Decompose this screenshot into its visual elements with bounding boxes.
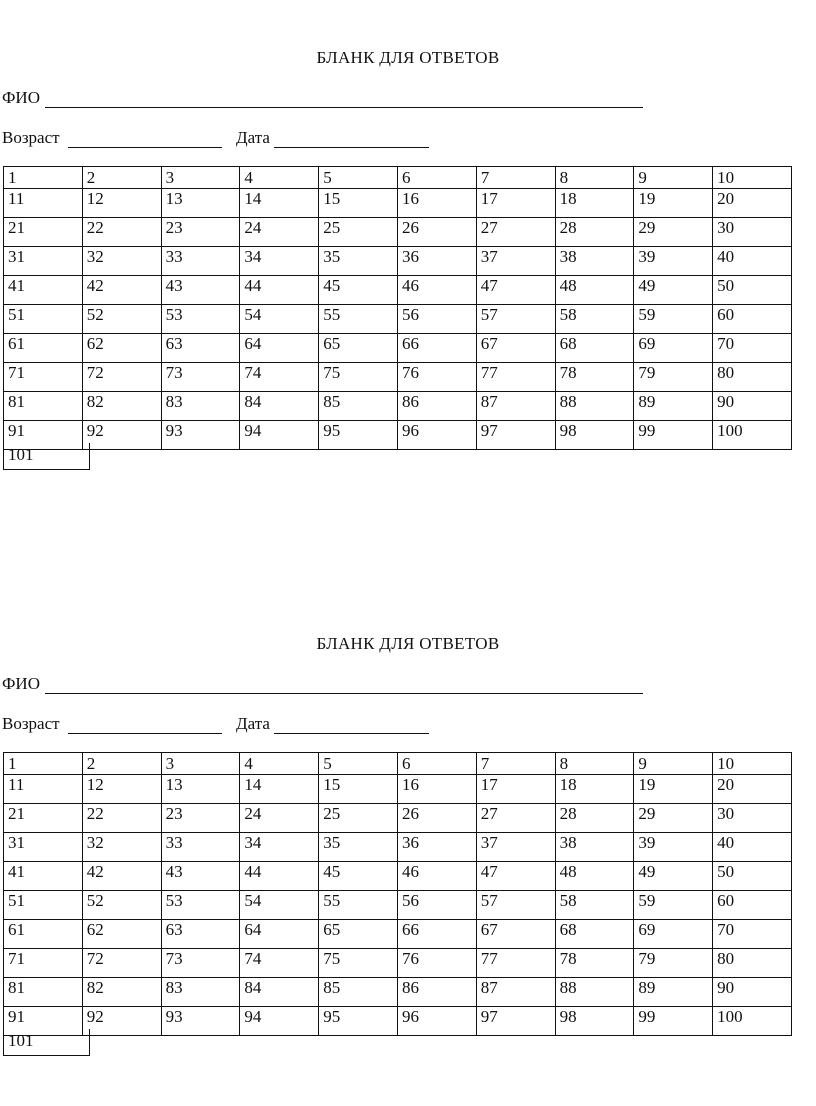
answer-cell[interactable]: 26 (397, 218, 476, 247)
answer-cell[interactable]: 96 (397, 421, 476, 450)
answer-cell[interactable]: 58 (555, 305, 634, 334)
answer-cell[interactable]: 47 (476, 276, 555, 305)
answer-cell[interactable]: 55 (319, 305, 398, 334)
answer-cell[interactable]: 32 (82, 833, 161, 862)
date-field[interactable] (274, 733, 429, 734)
answer-cell[interactable]: 94 (240, 1007, 319, 1036)
answer-cell[interactable]: 14 (240, 775, 319, 804)
answer-cell[interactable]: 17 (476, 775, 555, 804)
answer-cell[interactable]: 27 (476, 804, 555, 833)
age-field[interactable] (68, 733, 222, 734)
answer-cell[interactable]: 5 (319, 753, 398, 775)
answer-cell[interactable]: 68 (555, 920, 634, 949)
answer-cell[interactable]: 71 (4, 949, 83, 978)
answer-cell[interactable]: 14 (240, 189, 319, 218)
answer-cell[interactable]: 28 (555, 804, 634, 833)
answer-cell[interactable]: 94 (240, 421, 319, 450)
answer-cell[interactable]: 91 (4, 1007, 83, 1036)
answer-cell[interactable]: 64 (240, 920, 319, 949)
answer-cell[interactable]: 56 (397, 891, 476, 920)
answer-cell[interactable]: 60 (713, 891, 792, 920)
answer-cell[interactable]: 44 (240, 276, 319, 305)
answer-cell[interactable]: 62 (82, 920, 161, 949)
answer-form-1 (0, 0, 816, 520)
answer-grid (3, 752, 792, 1036)
grid-row (4, 189, 792, 218)
answer-cell[interactable]: 63 (161, 920, 240, 949)
answer-cell[interactable]: 32 (82, 247, 161, 276)
answer-cell[interactable]: 81 (4, 392, 83, 421)
answer-form-2 (0, 586, 816, 1106)
age-label: Возраст (2, 714, 60, 733)
grid-row (4, 804, 792, 833)
answer-cell[interactable]: 99 (634, 1007, 713, 1036)
answer-cell[interactable]: 80 (713, 949, 792, 978)
answer-cell[interactable]: 88 (555, 978, 634, 1007)
answer-cell[interactable]: 17 (476, 189, 555, 218)
grid-row (4, 1007, 792, 1036)
grid-row (4, 305, 792, 334)
answer-cell[interactable]: 66 (397, 334, 476, 363)
answer-cell-101[interactable]: 101 (3, 1029, 90, 1056)
answer-cell[interactable]: 20 (713, 775, 792, 804)
answer-cell[interactable]: 88 (555, 392, 634, 421)
answer-cell[interactable]: 76 (397, 363, 476, 392)
answer-cell[interactable]: 46 (397, 862, 476, 891)
answer-cell[interactable]: 1 (4, 753, 83, 775)
answer-cell[interactable]: 77 (476, 949, 555, 978)
answer-cell[interactable]: 45 (319, 862, 398, 891)
answer-cell[interactable]: 78 (555, 949, 634, 978)
answer-cell[interactable]: 75 (319, 949, 398, 978)
answer-cell[interactable]: 25 (319, 804, 398, 833)
answer-cell[interactable]: 31 (4, 833, 83, 862)
answer-cell[interactable]: 18 (555, 775, 634, 804)
answer-cell[interactable]: 40 (713, 247, 792, 276)
answer-cell[interactable]: 54 (240, 305, 319, 334)
answer-cell[interactable]: 83 (161, 978, 240, 1007)
answer-cell[interactable]: 79 (634, 363, 713, 392)
answer-cell[interactable]: 50 (713, 276, 792, 305)
answer-cell[interactable]: 72 (82, 363, 161, 392)
answer-cell[interactable]: 69 (634, 334, 713, 363)
answer-cell[interactable]: 8 (555, 753, 634, 775)
answer-cell[interactable]: 72 (82, 949, 161, 978)
answer-cell[interactable]: 73 (161, 949, 240, 978)
answer-cell[interactable]: 24 (240, 804, 319, 833)
answer-cell[interactable]: 61 (4, 334, 83, 363)
answer-cell[interactable]: 89 (634, 978, 713, 1007)
answer-cell[interactable]: 42 (82, 276, 161, 305)
fio-label: ФИО (2, 88, 40, 107)
answer-cell[interactable]: 39 (634, 247, 713, 276)
answer-cell[interactable]: 36 (397, 833, 476, 862)
answer-cell[interactable]: 27 (476, 218, 555, 247)
grid-row (4, 949, 792, 978)
answer-cell[interactable]: 59 (634, 305, 713, 334)
answer-cell[interactable]: 33 (161, 833, 240, 862)
grid-row (4, 392, 792, 421)
answer-cell[interactable]: 57 (476, 891, 555, 920)
answer-cell[interactable]: 79 (634, 949, 713, 978)
grid-row (4, 421, 792, 450)
answer-cell[interactable]: 67 (476, 920, 555, 949)
answer-cell[interactable]: 52 (82, 305, 161, 334)
answer-cell[interactable]: 34 (240, 247, 319, 276)
answer-cell[interactable]: 30 (713, 804, 792, 833)
answer-cell[interactable]: 40 (713, 833, 792, 862)
answer-cell[interactable]: 74 (240, 363, 319, 392)
answer-cell[interactable]: 82 (82, 392, 161, 421)
grid-row (4, 833, 792, 862)
answer-cell[interactable]: 59 (634, 891, 713, 920)
answer-cell[interactable]: 16 (397, 775, 476, 804)
answer-cell[interactable]: 61 (4, 920, 83, 949)
answer-cell[interactable]: 36 (397, 247, 476, 276)
answer-cell[interactable]: 92 (82, 421, 161, 450)
answer-cell[interactable]: 67 (476, 334, 555, 363)
date-label: Дата (236, 128, 270, 147)
answer-cell[interactable]: 35 (319, 833, 398, 862)
grid-row (4, 363, 792, 392)
answer-cell[interactable]: 66 (397, 920, 476, 949)
answer-cell[interactable]: 85 (319, 392, 398, 421)
answer-cell[interactable]: 7 (476, 753, 555, 775)
answer-cell[interactable]: 69 (634, 920, 713, 949)
answer-cell[interactable]: 92 (82, 1007, 161, 1036)
answer-cell[interactable]: 6 (397, 167, 476, 189)
answer-cell[interactable]: 64 (240, 334, 319, 363)
fio-field[interactable] (45, 107, 643, 108)
answer-cell[interactable]: 2 (82, 167, 161, 189)
answer-cell[interactable]: 26 (397, 804, 476, 833)
answer-cell[interactable]: 8 (555, 167, 634, 189)
answer-cell-101[interactable]: 101 (3, 443, 90, 470)
answer-cell[interactable]: 87 (476, 978, 555, 1007)
answer-cell[interactable]: 45 (319, 276, 398, 305)
answer-cell[interactable]: 77 (476, 363, 555, 392)
answer-cell[interactable]: 23 (161, 804, 240, 833)
answer-cell[interactable]: 43 (161, 276, 240, 305)
answer-cell[interactable]: 55 (319, 891, 398, 920)
answer-cell[interactable]: 86 (397, 392, 476, 421)
answer-cell[interactable]: 84 (240, 392, 319, 421)
answer-cell[interactable]: 38 (555, 833, 634, 862)
answer-cell[interactable]: 97 (476, 421, 555, 450)
answer-cell[interactable]: 6 (397, 753, 476, 775)
answer-cell[interactable]: 3 (161, 167, 240, 189)
answer-cell[interactable]: 56 (397, 305, 476, 334)
answer-cell[interactable]: 29 (634, 218, 713, 247)
answer-cell[interactable]: 53 (161, 305, 240, 334)
answer-cell[interactable]: 4 (240, 753, 319, 775)
answer-cell[interactable]: 46 (397, 276, 476, 305)
answer-cell[interactable]: 7 (476, 167, 555, 189)
form-title: БЛАНК ДЛЯ ОТВЕТОВ (316, 634, 500, 653)
answer-cell[interactable]: 10 (713, 753, 792, 775)
fio-field[interactable] (45, 693, 643, 694)
answer-cell[interactable]: 58 (555, 891, 634, 920)
answer-cell[interactable]: 22 (82, 804, 161, 833)
answer-cell[interactable]: 19 (634, 189, 713, 218)
answer-cell[interactable]: 33 (161, 247, 240, 276)
grid-row (4, 978, 792, 1007)
answer-cell[interactable]: 98 (555, 1007, 634, 1036)
answer-cell[interactable]: 21 (4, 218, 83, 247)
date-label: Дата (236, 714, 270, 733)
answer-cell[interactable]: 41 (4, 276, 83, 305)
answer-cell[interactable]: 12 (82, 189, 161, 218)
answer-cell[interactable]: 54 (240, 891, 319, 920)
answer-cell[interactable]: 4 (240, 167, 319, 189)
answer-cell[interactable]: 51 (4, 305, 83, 334)
answer-cell[interactable]: 9 (634, 167, 713, 189)
grid-row (4, 167, 792, 189)
answer-cell[interactable]: 85 (319, 978, 398, 1007)
answer-cell[interactable]: 11 (4, 189, 83, 218)
answer-cell[interactable]: 83 (161, 392, 240, 421)
grid-row (4, 891, 792, 920)
answer-cell[interactable]: 30 (713, 218, 792, 247)
answer-cell[interactable]: 10 (713, 167, 792, 189)
answer-cell[interactable]: 95 (319, 1007, 398, 1036)
answer-cell[interactable]: 20 (713, 189, 792, 218)
fio-label: ФИО (2, 674, 40, 693)
answer-cell[interactable]: 60 (713, 305, 792, 334)
answer-cell[interactable]: 90 (713, 392, 792, 421)
grid-row (4, 247, 792, 276)
answer-cell[interactable]: 87 (476, 392, 555, 421)
answer-cell[interactable]: 100 (713, 421, 792, 450)
answer-cell[interactable]: 76 (397, 949, 476, 978)
answer-cell[interactable]: 5 (319, 167, 398, 189)
answer-cell[interactable]: 12 (82, 775, 161, 804)
answer-cell[interactable]: 49 (634, 276, 713, 305)
answer-cell[interactable]: 91 (4, 421, 83, 450)
answer-cell[interactable]: 80 (713, 363, 792, 392)
answer-cell[interactable]: 48 (555, 276, 634, 305)
answer-cell[interactable]: 89 (634, 392, 713, 421)
answer-cell[interactable]: 22 (82, 218, 161, 247)
answer-cell[interactable]: 2 (82, 753, 161, 775)
age-field[interactable] (68, 147, 222, 148)
answer-cell[interactable]: 99 (634, 421, 713, 450)
answer-cell[interactable]: 51 (4, 891, 83, 920)
answer-cell[interactable]: 35 (319, 247, 398, 276)
answer-cell[interactable]: 95 (319, 421, 398, 450)
answer-cell[interactable]: 68 (555, 334, 634, 363)
answer-cell[interactable]: 57 (476, 305, 555, 334)
answer-cell[interactable]: 70 (713, 334, 792, 363)
answer-cell[interactable]: 25 (319, 218, 398, 247)
answer-cell[interactable]: 71 (4, 363, 83, 392)
answer-cell[interactable]: 28 (555, 218, 634, 247)
answer-cell[interactable]: 65 (319, 334, 398, 363)
answer-cell[interactable]: 81 (4, 978, 83, 1007)
answer-cell[interactable]: 31 (4, 247, 83, 276)
form-title: БЛАНК ДЛЯ ОТВЕТОВ (316, 48, 500, 67)
age-label: Возраст (2, 128, 60, 147)
grid-row (4, 334, 792, 363)
answer-cell[interactable]: 9 (634, 753, 713, 775)
answer-cell[interactable]: 15 (319, 775, 398, 804)
answer-cell[interactable]: 29 (634, 804, 713, 833)
answer-cell[interactable]: 52 (82, 891, 161, 920)
answer-cell[interactable]: 37 (476, 833, 555, 862)
answer-cell[interactable]: 93 (161, 421, 240, 450)
answer-cell[interactable]: 1 (4, 167, 83, 189)
answer-cell[interactable]: 24 (240, 218, 319, 247)
date-field[interactable] (274, 147, 429, 148)
answer-cell[interactable]: 100 (713, 1007, 792, 1036)
answer-cell[interactable]: 65 (319, 920, 398, 949)
answer-cell[interactable]: 63 (161, 334, 240, 363)
answer-cell[interactable]: 15 (319, 189, 398, 218)
answer-cell[interactable]: 3 (161, 753, 240, 775)
answer-cell[interactable]: 98 (555, 421, 634, 450)
answer-cell[interactable]: 37 (476, 247, 555, 276)
answer-cell[interactable]: 13 (161, 189, 240, 218)
answer-cell[interactable]: 96 (397, 1007, 476, 1036)
answer-grid (3, 166, 792, 450)
answer-cell[interactable]: 21 (4, 804, 83, 833)
answer-cell[interactable]: 73 (161, 363, 240, 392)
answer-cell[interactable]: 70 (713, 920, 792, 949)
answer-cell[interactable]: 50 (713, 862, 792, 891)
answer-cell[interactable]: 19 (634, 775, 713, 804)
answer-cell[interactable]: 90 (713, 978, 792, 1007)
answer-cell[interactable]: 75 (319, 363, 398, 392)
answer-cell[interactable]: 49 (634, 862, 713, 891)
answer-cell[interactable]: 38 (555, 247, 634, 276)
answer-cell[interactable]: 93 (161, 1007, 240, 1036)
answer-cell[interactable]: 43 (161, 862, 240, 891)
answer-cell[interactable]: 23 (161, 218, 240, 247)
answer-cell[interactable]: 18 (555, 189, 634, 218)
answer-cell[interactable]: 53 (161, 891, 240, 920)
answer-cell[interactable]: 97 (476, 1007, 555, 1036)
answer-cell[interactable]: 47 (476, 862, 555, 891)
answer-cell[interactable]: 42 (82, 862, 161, 891)
answer-cell[interactable]: 62 (82, 334, 161, 363)
answer-cell[interactable]: 16 (397, 189, 476, 218)
answer-cell[interactable]: 39 (634, 833, 713, 862)
grid-row (4, 775, 792, 804)
answer-cell[interactable]: 86 (397, 978, 476, 1007)
answer-cell[interactable]: 84 (240, 978, 319, 1007)
grid-row (4, 218, 792, 247)
grid-row (4, 920, 792, 949)
answer-cell[interactable]: 74 (240, 949, 319, 978)
grid-row (4, 753, 792, 775)
grid-row (4, 276, 792, 305)
answer-cell[interactable]: 11 (4, 775, 83, 804)
answer-cell[interactable]: 34 (240, 833, 319, 862)
answer-cell[interactable]: 78 (555, 363, 634, 392)
answer-cell[interactable]: 48 (555, 862, 634, 891)
grid-row (4, 862, 792, 891)
answer-cell[interactable]: 13 (161, 775, 240, 804)
answer-cell[interactable]: 41 (4, 862, 83, 891)
answer-cell[interactable]: 82 (82, 978, 161, 1007)
answer-cell[interactable]: 44 (240, 862, 319, 891)
